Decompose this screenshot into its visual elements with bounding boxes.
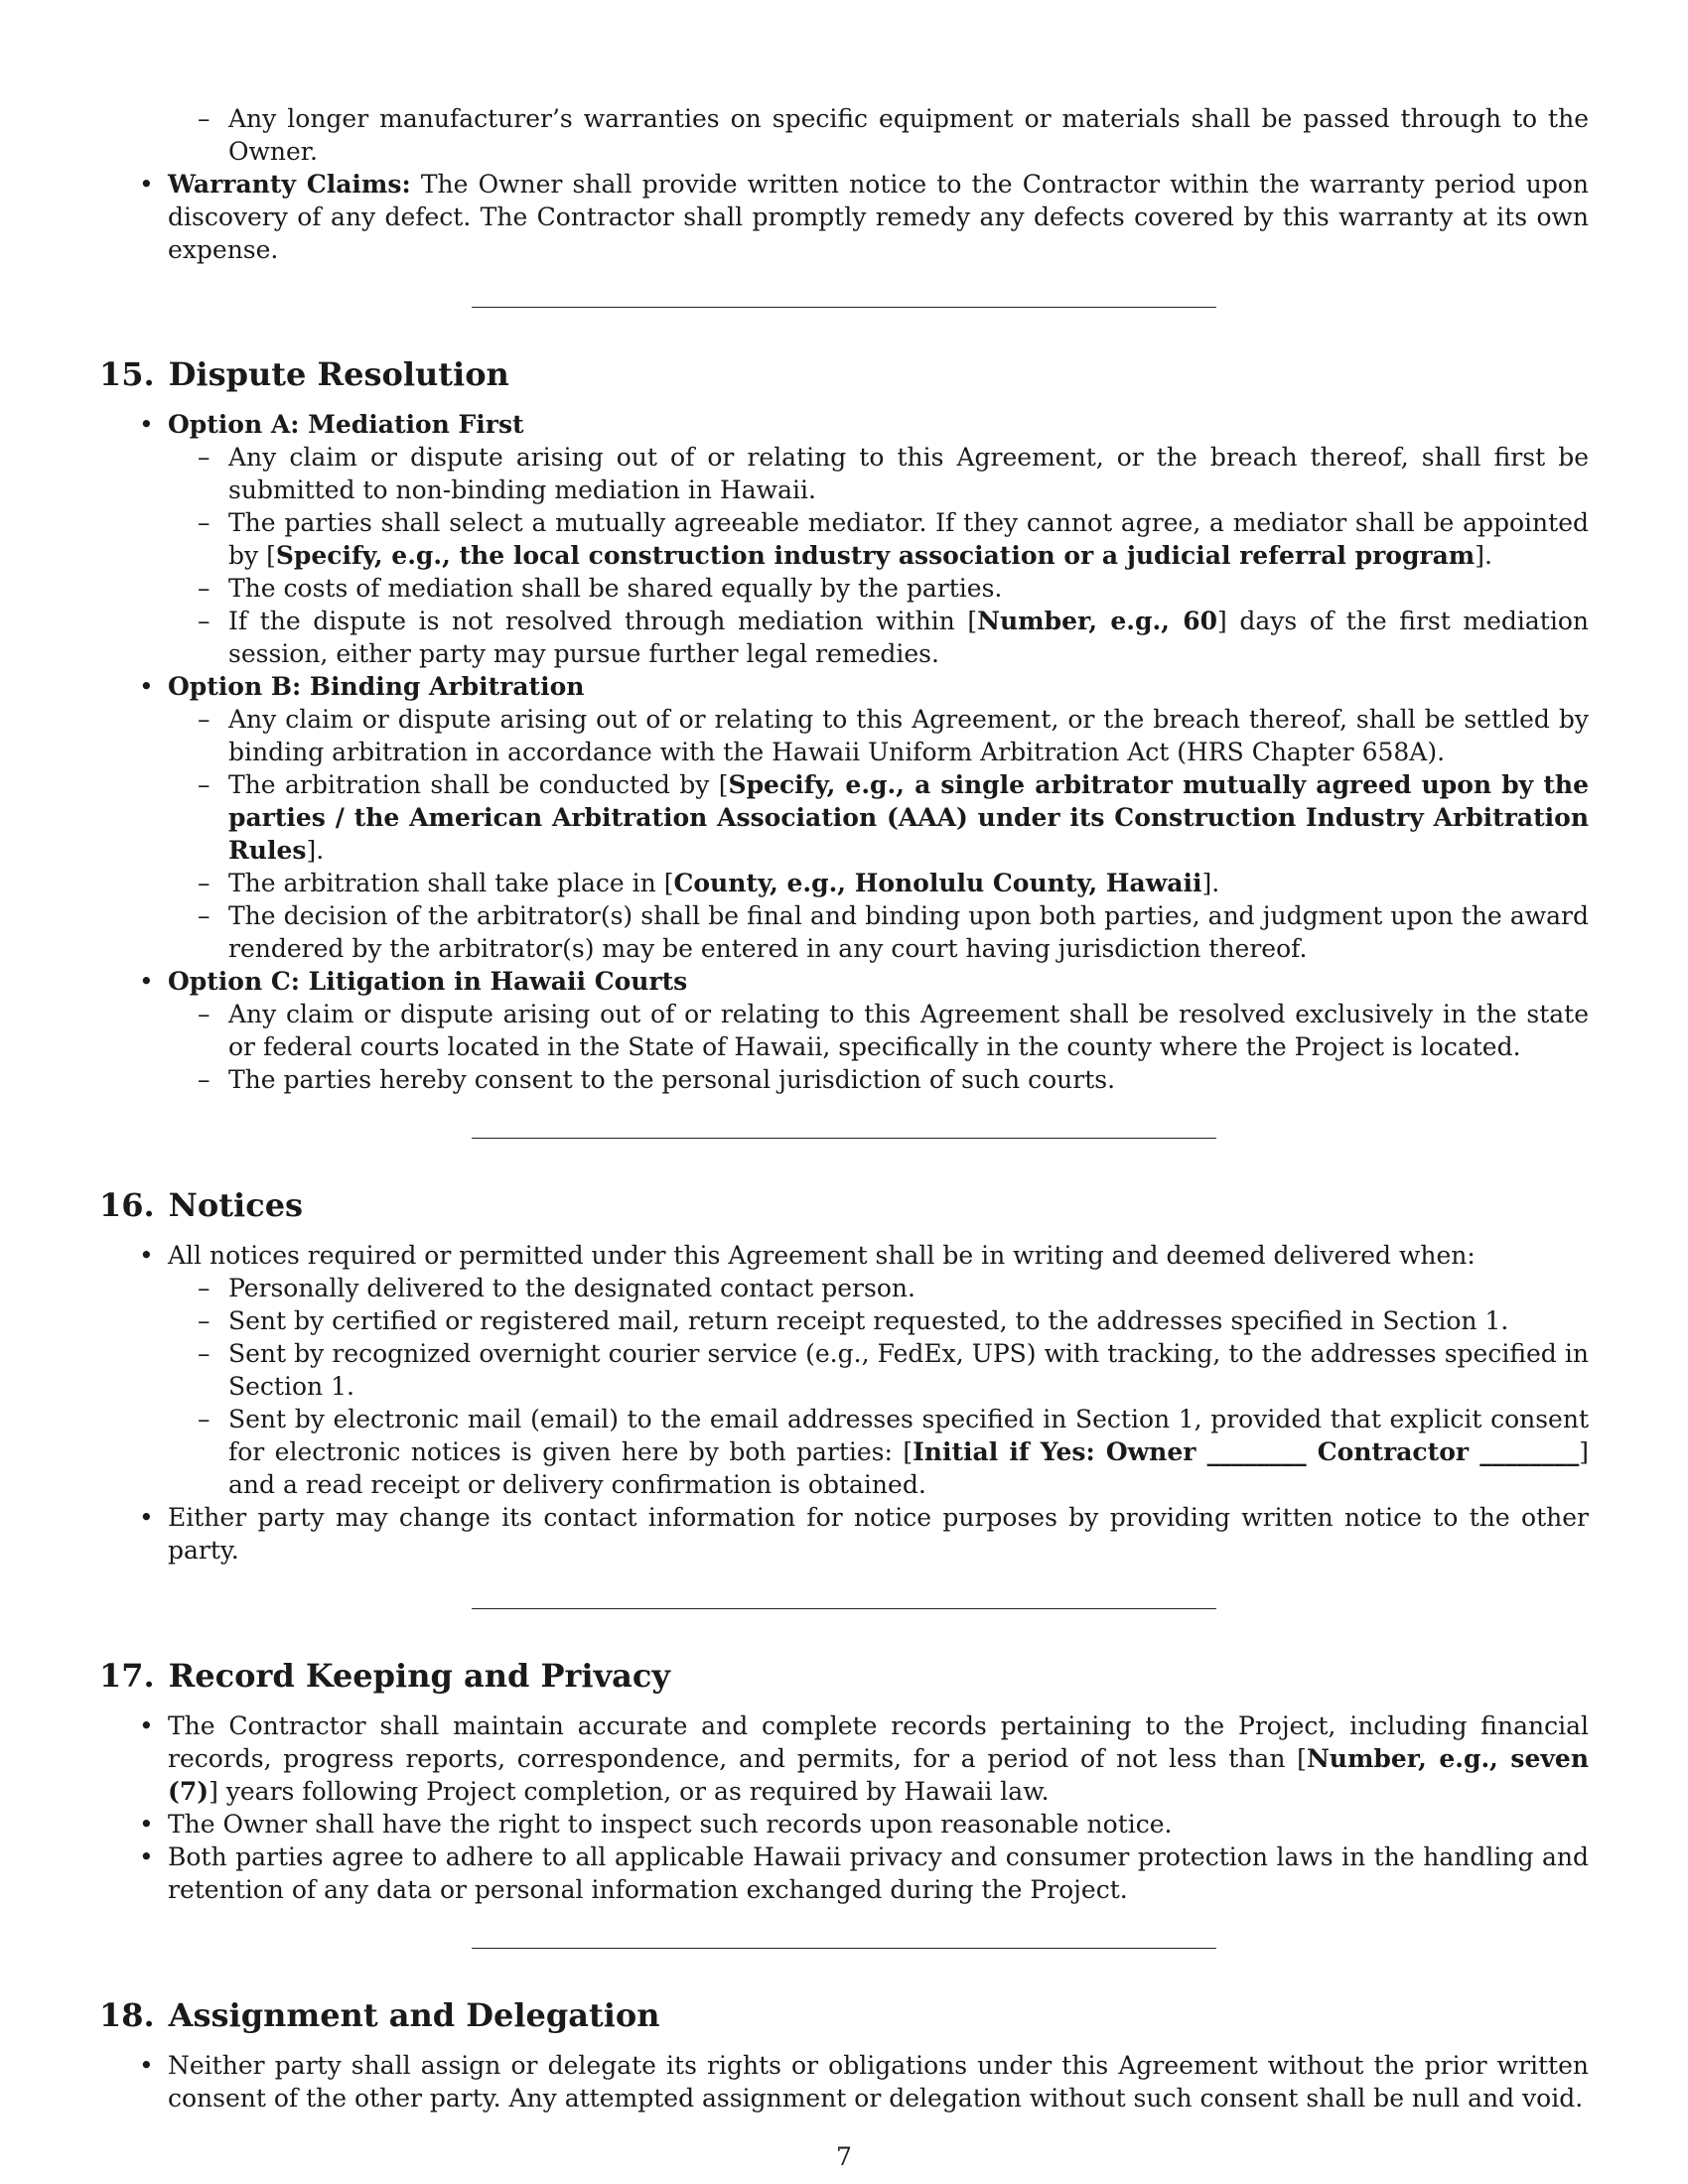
bold-label: Warranty Claims: (168, 170, 411, 199)
bullet-marker: • (139, 1843, 154, 1871)
placeholder-field: Specify, e.g., the local construction industry association or a judicial referral program (275, 541, 1476, 570)
list-item: • Both parties agree to adhere to all applicable Hawaii privacy and consumer protection laws in the handling and retention of any data or personal information exchanged during the Project. (139, 1843, 1589, 1904)
placeholder-field: Specify, e.g., a single arbitrator mutually agreed upon by the parties / the American Arbitration Association (AAA) under its Construction Industry Arbitration Rules (228, 770, 1589, 865)
list-item: • Neither party shall assign or delegate its rights or obligations under this Agreement without the prior written consent of the other party. Any attempted assignment or delegation without such consent shall be null and void. (139, 2051, 1589, 2113)
list-item: – The parties shall select a mutually agreeable mediator. If they cannot agree, a mediator shall be appointed by [Specify, e.g., the local construction industry association or a judicial referral program]. (198, 508, 1589, 570)
bullet-marker: • (139, 1810, 154, 1839)
bullet-marker: • (139, 1241, 154, 1270)
bullet-marker: • (139, 170, 154, 199)
list-item: – If the dispute is not resolved through mediation within [Number, e.g., 60] days of the first mediation session, either party may pursue further legal remedies. (198, 607, 1589, 668)
bullet-marker: • (139, 410, 154, 439)
bullet-marker: • (139, 2051, 154, 2080)
list-item: • The Owner shall have the right to inspect such records upon reasonable notice. (139, 1810, 1173, 1839)
list-item: – The parties hereby consent to the personal jurisdiction of such courts. (198, 1065, 1116, 1094)
bullet-marker: • (139, 967, 154, 996)
list-item: – Sent by electronic mail (email) to the email addresses specified in Section 1, provided that explicit consent for electronic notices is given here by both parties: [Initial if Yes: Owner ________ Contractor ________] and a read receipt or delivery confirmation is obtained. (198, 1405, 1589, 1499)
bullet-marker: • (139, 1711, 154, 1740)
list-item: – Any claim or dispute arising out of or relating to this Agreement, or the breach thereof, shall be settled by binding arbitration in accordance with the Hawaii Uniform Arbitration Act (HRS Chapter 658A). (198, 705, 1589, 766)
section-heading: 15. Dispute Resolution (99, 355, 509, 393)
list-item: • Warranty Claims: The Owner shall provide written notice to the Contractor within the warranty period upon discovery of any defect. The Contractor shall promptly remedy any defects covered by this warranty at its own expense. (139, 170, 1589, 264)
section-heading: 18. Assignment and Delegation (99, 1996, 660, 2034)
list-item: • Option C: Litigation in Hawaii Courts (139, 967, 688, 996)
list-item: – Any claim or dispute arising out of or relating to this Agreement, or the breach thereof, shall first be submitted to non-binding mediation in Hawaii. (198, 443, 1589, 504)
list-item: • All notices required or permitted under this Agreement shall be in writing and deemed delivered when: (139, 1241, 1476, 1270)
list-item: – Sent by recognized overnight courier service (e.g., FedEx, UPS) with tracking, to the addresses specified in Section 1. (198, 1339, 1589, 1401)
placeholder-field: Number, e.g., seven (7) (168, 1744, 1589, 1806)
bullet-marker: • (139, 672, 154, 701)
list-item: – The decision of the arbitrator(s) shall be final and binding upon both parties, and judgment upon the award rendered by the arbitrator(s) may be entered in any court having jurisdiction thereof. (198, 901, 1589, 963)
list-item: – Any longer manufacturer’s warranties on specific equipment or materials shall be passed through to the Owner. (198, 104, 1589, 166)
section-heading: 16. Notices (99, 1186, 304, 1224)
dash-marker: – (198, 104, 211, 133)
list-item: – Personally delivered to the designated contact person. (198, 1274, 915, 1302)
initials-field: Initial if Yes: Owner ________ Contractor ________ (913, 1437, 1580, 1466)
list-item: – The arbitration shall take place in [County, e.g., Honolulu County, Hawaii]. (198, 869, 1220, 897)
document-page (99, 0, 1589, 2115)
list-item: • Option A: Mediation First (139, 410, 524, 439)
list-item: – Sent by certified or registered mail, return receipt requested, to the addresses specified in Section 1. (198, 1306, 1509, 1335)
list-item: – The costs of mediation shall be shared equally by the parties. (198, 574, 1003, 603)
placeholder-field: County, e.g., Honolulu County, Hawaii (673, 869, 1202, 897)
page-number: 7 (836, 2142, 852, 2171)
section-heading: 17. Record Keeping and Privacy (99, 1657, 670, 1695)
bullet-marker: • (139, 1503, 154, 1532)
list-item: – Any claim or dispute arising out of or relating to this Agreement shall be resolved exclusively in the state or federal courts located in the State of Hawaii, specifically in the county where the Project is located. (198, 1000, 1589, 1061)
placeholder-field: Number, e.g., 60 (977, 607, 1218, 635)
list-item: • Option B: Binding Arbitration (139, 672, 585, 701)
list-item: • The Contractor shall maintain accurate and complete records pertaining to the Project, including financial records, progress reports, correspondence, and permits, for a period of not less than [Number, e.g., seven (7)] years following Project completion, or as required by Hawaii law. (139, 1711, 1589, 1806)
list-item: – The arbitration shall be conducted by [Specify, e.g., a single arbitrator mutually agreed upon by the parties / the American Arbitration Association (AAA) under its Construction Industry Arbitration Rules]. (198, 770, 1589, 865)
list-item: • Either party may change its contact information for notice purposes by providing written notice to the other party. (139, 1503, 1589, 1565)
